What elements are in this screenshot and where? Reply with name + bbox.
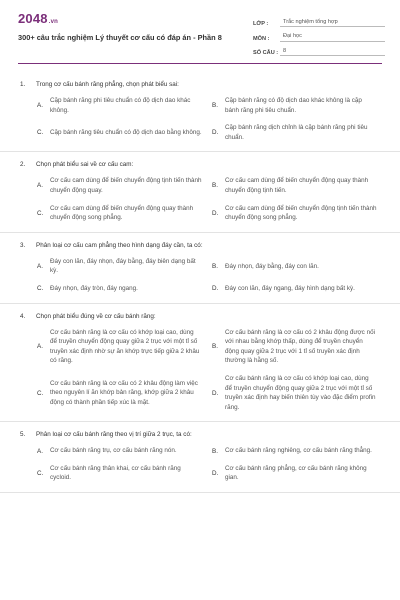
meta-value: Đại học [280, 33, 385, 42]
meta-label: LỚP : [253, 21, 269, 27]
question-text: Phân loại cơ cấu bánh răng theo vị trí giữa 2 trục, ta có: [36, 431, 192, 439]
question-1 [0, 72, 400, 152]
meta-row-class [253, 14, 385, 27]
question-text: Trong cơ cấu bánh răng phẳng, chọn phát biểu sai: [36, 81, 179, 88]
option-text: Đáy nhọn, đáy tròn, đáy ngang. [50, 284, 138, 292]
option-b[interactable] [212, 446, 387, 456]
option-c[interactable] [37, 204, 212, 223]
option-b[interactable] [212, 96, 387, 115]
question-number: 3. [20, 241, 26, 249]
option-text: Đáy con lăn, đáy nhọn, đáy bằng, đáy biên dạng bất kỳ. [50, 257, 196, 275]
question-text: Phân loại cơ cấu cam phẳng theo hình dạng đáy cần, ta có: [36, 241, 203, 249]
option-a[interactable] [37, 96, 212, 115]
option-text: Cơ cấu cam dùng để biến chuyển động quay thành chuyển động tịnh tiến. [225, 177, 369, 194]
option-letter: B. [212, 262, 218, 270]
document-title: 300+ câu trắc nghiệm Lý thuyết cơ cấu có đáp án - Phần 8 [18, 33, 222, 42]
option-text: Cơ cấu bánh răng là cơ cấu có 2 khâu động được nối với nhau bằng khớp thấp, dùng để truyền chuyển động quay giữa 2 trục với 1 tỉ số truyền xác định thường là hằng số. [225, 328, 375, 365]
meta-row-subject [253, 29, 385, 42]
question-stem [0, 431, 400, 438]
option-text: Cơ cấu cam dùng để biến chuyển động quay thành chuyển động song phẳng. [50, 204, 194, 222]
document-meta [253, 14, 385, 58]
option-c[interactable] [37, 284, 212, 294]
option-a[interactable] [37, 328, 212, 366]
answer-options [0, 446, 400, 483]
header-divider [18, 63, 382, 64]
meta-value: Trắc nghiệm tổng hợp [280, 19, 385, 28]
answer-options [0, 96, 400, 142]
option-text: Cơ cấu bánh răng phẳng, cơ cấu bánh răng không gian. [225, 464, 367, 482]
question-number: 1. [20, 81, 26, 88]
option-c[interactable] [37, 464, 212, 483]
question-stem [0, 313, 400, 320]
option-b[interactable] [212, 176, 387, 195]
option-text: Đáy con lăn, đáy ngang, đáy hình dạng bất kỳ. [225, 284, 355, 292]
option-a[interactable] [37, 257, 212, 276]
meta-label: MÔN : [253, 35, 270, 42]
question-5 [0, 422, 400, 493]
option-letter: C. [37, 469, 44, 477]
option-d[interactable] [212, 284, 387, 294]
question-text: Chọn phát biểu đúng về cơ cấu bánh răng: [36, 312, 156, 320]
option-letter: C. [37, 285, 44, 293]
option-b[interactable] [212, 328, 387, 366]
answer-options [0, 257, 400, 294]
question-list [0, 72, 400, 493]
question-text: Chọn phát biểu sai về cơ cấu cam: [36, 161, 134, 169]
option-a[interactable] [37, 446, 212, 456]
question-2 [0, 152, 400, 232]
option-text: Cơ cấu bánh răng trụ, cơ cấu bánh răng nón. [50, 447, 177, 455]
option-text: Cơ cấu bánh răng là cơ cấu có khớp loại cao, dùng để truyền chuyển động quay giữa 2 trục với một tỉ số truyền xác định hay biến thiên tùy vào đặc điểm profin răng. [225, 374, 376, 411]
option-d[interactable] [212, 204, 387, 223]
option-letter: A. [37, 102, 43, 110]
meta-value: 8 [280, 48, 385, 57]
option-text: Cơ cấu cam dùng để biến chuyển động tịnh tiến thành chuyển động song phẳng. [225, 204, 377, 222]
option-text: Cơ cấu bánh răng là cơ cấu có khớp loại cao, dùng để truyền chuyển động quay giữa 2 trục với một tỉ số truyền xác định nhờ sự ăn khớp trực tiếp giữa 2 khâu có răng. [50, 328, 200, 365]
question-number: 4. [20, 312, 26, 320]
option-c[interactable] [37, 374, 212, 412]
meta-label: SỐ CÂU : [253, 50, 279, 56]
option-text: Cơ cấu bánh răng nghiêng, cơ cấu bánh răng thẳng. [225, 447, 372, 455]
option-d[interactable] [212, 374, 387, 412]
site-logo[interactable] [18, 11, 58, 26]
option-text: Đáy nhọn, đáy bằng, đáy con lăn. [225, 262, 319, 270]
option-letter: D. [212, 285, 219, 293]
question-stem [0, 242, 400, 249]
answer-options [0, 328, 400, 413]
option-text: Cặp bánh răng tiêu chuẩn có độ dịch dao bằng không. [50, 128, 202, 136]
option-letter: B. [212, 182, 218, 190]
question-3 [0, 233, 400, 304]
option-letter: A. [37, 343, 43, 351]
option-letter: D. [212, 469, 219, 477]
question-stem [0, 161, 400, 168]
option-text: Cơ cấu bánh răng thân khai, cơ cấu bánh răng cycloid. [50, 464, 181, 482]
logo-suffix: .vn [48, 19, 59, 25]
option-letter: B. [212, 343, 218, 351]
question-number: 2. [20, 161, 26, 169]
option-text: Cơ cấu bánh răng là cơ cấu có 2 khâu động làm việc theo nguyên lí ăn khớp bản răng, khớp giữa 2 khâu động có thành phần tiếp xúc là mặt. [50, 379, 198, 406]
option-letter: D. [212, 209, 219, 217]
option-d[interactable] [212, 123, 387, 142]
option-text: Cặp bánh răng có độ dịch dao khác không là cặp bánh răng phi tiêu chuẩn. [225, 97, 362, 114]
option-letter: C. [37, 389, 44, 397]
option-text: Cơ cấu cam dùng để biến chuyển động tịnh tiến thành chuyển động quay. [50, 177, 202, 194]
question-stem [0, 81, 400, 88]
option-letter: A. [37, 447, 43, 455]
document-header [0, 0, 400, 66]
logo-text: 2048 [18, 11, 48, 26]
option-b[interactable] [212, 257, 387, 276]
option-letter: D. [212, 389, 219, 397]
answer-options [0, 176, 400, 222]
option-letter: D. [212, 129, 219, 137]
option-a[interactable] [37, 176, 212, 195]
option-letter: C. [37, 209, 44, 217]
option-letter: C. [37, 129, 44, 137]
meta-row-count [253, 43, 385, 56]
option-d[interactable] [212, 464, 387, 483]
option-c[interactable] [37, 123, 212, 142]
option-text: Cặp bánh răng dịch chỉnh là cặp bánh răng phi tiêu chuẩn. [225, 124, 368, 141]
option-letter: B. [212, 102, 218, 110]
option-letter: A. [37, 182, 43, 190]
question-4 [0, 304, 400, 423]
option-letter: B. [212, 447, 218, 455]
option-text: Cặp bánh răng phi tiêu chuẩn có độ dịch dao khác không. [50, 97, 191, 114]
question-number: 5. [20, 431, 26, 439]
option-letter: A. [37, 262, 43, 270]
